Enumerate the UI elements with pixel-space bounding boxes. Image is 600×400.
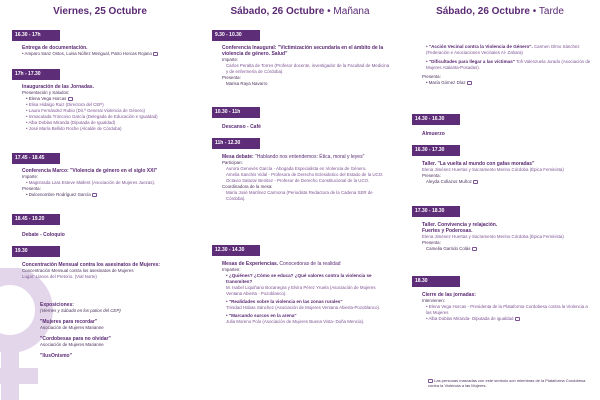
experience-title: • "Marcando surcos en la arena"	[226, 313, 297, 318]
column-saturday-afternoon	[400, 0, 600, 400]
tarde-experiences-block	[422, 44, 592, 86]
exhibit-org: Asociación de Mujeres Marianne	[40, 342, 104, 347]
experience-title: • "Realidades sobre la violencia en las zonas rurales"	[226, 299, 343, 304]
label: Presenta:	[22, 186, 41, 191]
person: • Elena Vega Horcas - Presidenta de la Plataforma Cordobesa contra la Violencia a las Mujeres	[426, 304, 588, 315]
time-bar: 17.30 - 18.30	[412, 206, 460, 217]
exhibit-name: "Cordobesas para no olvidar"	[40, 336, 111, 342]
exposiciones-block	[40, 302, 192, 359]
time-bar: 11h - 12.30	[212, 138, 260, 149]
member-mark-icon	[92, 193, 97, 197]
person: • Elena Vega Horcas	[22, 96, 192, 102]
presenter: • Dulcenombre Rodríguez García	[22, 192, 192, 198]
detail: Concentración Mensual contra los asesinatos de Mujeres	[22, 268, 134, 273]
presenter: Aleyda Collazos Muñoz	[422, 179, 592, 185]
time-bar: 18.30	[412, 276, 460, 287]
mesa-debate-block	[222, 154, 392, 202]
session-title: Entrega de documentación.	[22, 45, 88, 51]
conferencia-marco-block	[22, 168, 192, 198]
label: Presenta:	[422, 240, 441, 245]
day-header: Sábado, 26 Octubre • Tarde	[436, 6, 564, 17]
person: • Inmaculada Troncoso García (Delegada de Educación e Igualdad)	[26, 114, 158, 119]
time-bar: 12.30 - 14.30	[212, 245, 260, 256]
participant: Aurora Genovés García - Abogada Especialista en Violencia de Género.	[226, 166, 367, 171]
inauguracion-block	[22, 84, 192, 132]
person: • Alba Doblas Miranda (Diputada de Igualdad)	[26, 120, 116, 125]
coordinator: María José Martínez Carmona (Periodista Redactora de la Cadena SER de Córdoba).	[226, 190, 373, 201]
descanso-label: Descanso - Café	[222, 124, 261, 130]
person: • Alba Doblas Miranda- Diputada de igualdad	[422, 316, 592, 322]
member-mark-icon	[467, 81, 472, 85]
label: Coordinadora de la mesa:	[222, 184, 273, 189]
presenter: • María Gómez Díaz	[422, 80, 592, 86]
experience-title: • ¿Quiénes? ¿Cómo se educa? ¿Qué valores contra la violencia se transmiten?	[226, 273, 372, 284]
label: Participan:	[222, 160, 243, 165]
section-title: Exposiciones:	[40, 302, 74, 308]
session-title: Taller. "La vuelta al mundo con gafas moradas"	[422, 161, 535, 167]
label: Presenta:	[422, 74, 441, 79]
label: Imparten:	[222, 267, 241, 272]
time-bar: 9.30 - 10.30	[212, 30, 260, 41]
exhibit-name: "Mujeres para recordar"	[40, 319, 98, 325]
member-mark-icon	[472, 247, 477, 251]
member-mark-icon	[68, 97, 73, 101]
participant: Amelia Sanchis Vidal - Profesora de Derecho Eclesiástico del Estado de la UCO.	[226, 172, 384, 177]
people: Elena Jiménez Huertas y Sacramento Merino Córdoba (Épica Feminista)	[422, 234, 564, 239]
speaker: Carlos Peralta de Torres (Profesor docente, investigador de la Facultad de Medicina y de enfermería de Córdoba).	[226, 63, 390, 74]
presenter: Camelia Garrido Colás	[422, 246, 592, 252]
conferencia-inaugural-block	[222, 45, 392, 87]
time-bar: 18.45 - 19.20	[12, 214, 60, 225]
session-subtitle: Fuertes y Poderosas.	[422, 228, 473, 234]
label: Imparte:	[22, 174, 39, 179]
mesas-experiencias-block	[222, 261, 392, 325]
time-bar: 16.30 - 17.30	[412, 145, 460, 156]
person: • Elisa Hidalgo Ruiz (Directora del CEP)	[26, 102, 104, 107]
subheading: (Viernes y Sábado en los patios del CEP)	[40, 308, 121, 313]
label: Intervienen:	[422, 298, 445, 303]
session-title: Inauguración de las Jornadas.	[22, 84, 94, 90]
taller-convivencia-block	[422, 222, 592, 252]
label: Imparte:	[222, 57, 239, 62]
session-title: Concentración Mensual contra los asesinatos de Mujeres:	[22, 262, 161, 268]
member-mark-icon	[473, 180, 478, 184]
experience-people: Trinidad Habas Sánchez (Asociación de Mujeres Ventana Abierta-Pozoblanco).	[226, 305, 381, 310]
location: Lugar: Llanos del Pretorio. (Vial Norte)	[22, 274, 97, 279]
time-bar: 16.30 - 17h	[12, 30, 60, 41]
exhibit-org: Asociación de Mujeres Marianne	[40, 325, 104, 330]
experience-people: M. Isabel Liquiñano Bocanegra y Elvira Pérez Yruela (Asociación de Mujeres Ventana Abierta - Pozoblanco).	[226, 285, 376, 296]
experience: • "Acción Vecinal contra la Violencia de Género". Carmen Olmo Sánchez (Federación e Asociaciones Vecinales Al- Zahara)	[426, 44, 580, 55]
speaker: • Magistrada Lara Esteve Mallent (Asociación de Mujeres Juezas).	[26, 180, 156, 185]
time-bar: 19.30	[12, 246, 60, 257]
day-header: Viernes, 25 Octubre	[53, 6, 147, 17]
session-title: Mesas de Experiencias. Conocedoras de la realidad	[222, 261, 341, 267]
cierre-block	[422, 292, 592, 322]
presenter: Marisa Raya Navarro	[226, 81, 268, 86]
session-title: Cierre de las jornadas:	[422, 292, 476, 298]
time-bar: 10.30 - 11h	[212, 107, 260, 118]
label: Presenta:	[222, 75, 241, 80]
session-title: Mesa debate: "Hablando nos entendemos: Ética, moral y leyes"	[222, 154, 365, 160]
session-title: Conferencia Marco: "Violencia de género en el siglo XXI"	[22, 168, 158, 174]
entrega-block	[22, 45, 192, 57]
column-friday	[0, 0, 200, 400]
participant: Octavio Salazar Benítez - Profesor de Derecho Constitucional de la UCO.	[226, 178, 370, 183]
session-title: Taller. Convivencia y relajación.	[422, 222, 498, 228]
time-bar: 17.45 - 18.45	[12, 153, 60, 164]
subheading: Presentación y Saludos:	[22, 90, 70, 95]
label: Presenta:	[422, 173, 441, 178]
people: • Amparo Sanz Ostos, Luisa Núñez Mengual, Patro Horcas Rojano	[22, 51, 192, 57]
taller-gafas-block	[422, 161, 592, 185]
member-mark-icon	[515, 317, 520, 321]
almuerzo-label: Almuerzo	[422, 131, 445, 137]
time-bar: 17h - 17.30	[12, 69, 60, 80]
experience-people: Julia Moreno Polo (Asociación de Mujeres Buena Vista- Doña Mencía).	[226, 319, 365, 324]
person: • Laura Fernández Rubio (Dir.ª General Violencia de Género)	[26, 108, 146, 113]
person: • José María Bellido Roche (Alcalde de Córdoba)	[26, 126, 122, 131]
column-saturday-morning	[200, 0, 400, 400]
time-bar: 14.30 - 16.30	[412, 114, 460, 125]
experience: • "Dificultades para llegar a las víctimas" Tofi Valenzuela Jurado (Asociación de Mujeres Atalanta-Posadas).	[426, 59, 591, 70]
session-title: Conferencia Inaugural: "Victimización secundaria en el ámbito de la violencia de género. Salud"	[222, 45, 384, 57]
people: Elena Jiménez Huertas y Sacramento Merino Córdoba (Épica Feminista)	[422, 167, 564, 172]
debate-label: Debate - Coloquio	[22, 232, 65, 238]
day-header: Sábado, 26 Octubre • Mañana	[230, 6, 370, 17]
exhibit-name: "IlusOnismo"	[40, 353, 72, 359]
footnote: Las personas marcadas con este símbolo son miembras de la Plataforma Cordobesa contra la Violencia a las Mujeres.	[428, 378, 586, 388]
member-mark-icon	[153, 52, 158, 56]
concentracion-block	[22, 262, 192, 280]
